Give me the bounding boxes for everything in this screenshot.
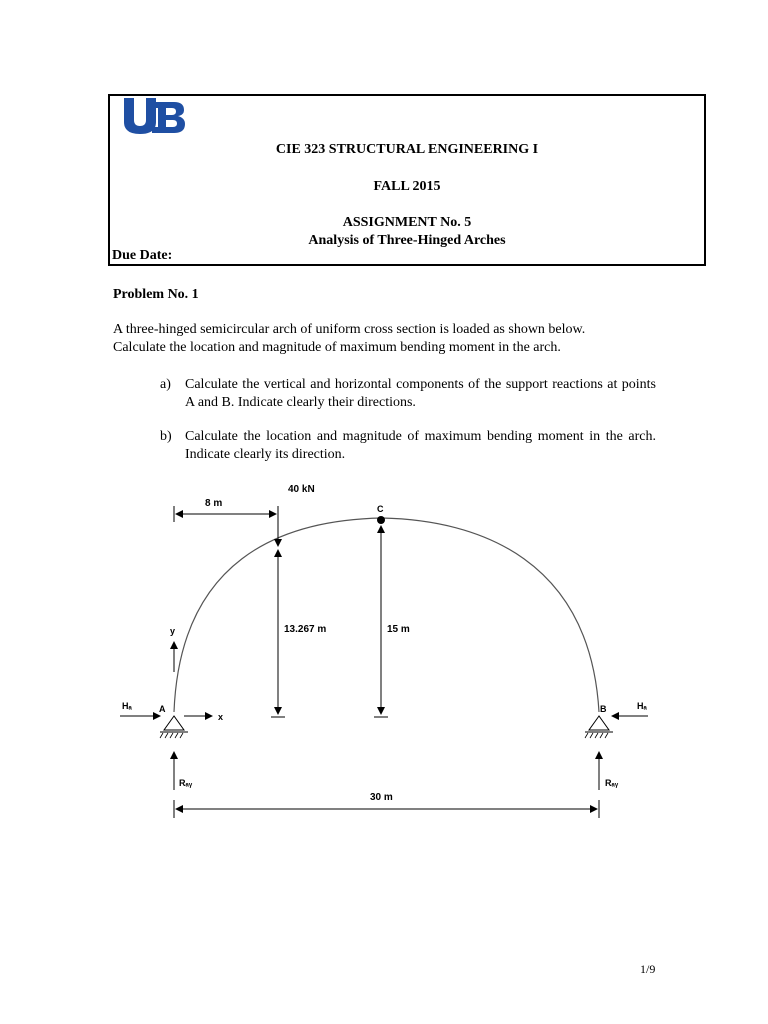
intro-line-2: Calculate the location and magnitude of maximum bending moment in the arch. <box>113 340 561 355</box>
assignment-number: ASSIGNMENT No. 5 <box>342 215 472 230</box>
university-logo <box>112 96 186 136</box>
dim-8m-label: 8 m <box>205 498 223 509</box>
question-b <box>160 428 656 464</box>
question-a <box>160 376 656 412</box>
problem-title: Problem No. 1 <box>113 287 199 302</box>
question-a-label: a) <box>160 377 171 392</box>
support-b <box>589 716 609 730</box>
problem-intro <box>113 321 673 357</box>
support-a <box>164 716 184 730</box>
x-axis-label: x <box>218 712 224 722</box>
support-b-label: B <box>600 704 607 714</box>
crown-hinge <box>377 516 385 524</box>
question-a-text: Calculate the vertical and horizontal components of the support reactions at points A and B. Indicate clearly their directions. <box>185 377 656 410</box>
question-b-label: b) <box>160 429 172 444</box>
dim-rise-label: 15 m <box>387 624 410 635</box>
support-a-label: A <box>159 704 166 714</box>
y-axis-label: y <box>170 626 176 636</box>
load-label: 40 kN <box>288 484 315 495</box>
h-left-label: Hₐ <box>122 701 132 711</box>
dim-height-label: 13.267 m <box>284 624 327 635</box>
term: FALL 2015 <box>373 179 441 194</box>
arch-curve <box>174 518 599 712</box>
course-title: CIE 323 STRUCTURAL ENGINEERING I <box>275 142 539 157</box>
h-right-label: Hₐ <box>637 701 647 711</box>
due-date-label: Due Date: <box>112 248 173 263</box>
assignment-topic: Analysis of Three-Hinged Arches <box>308 233 506 248</box>
page-number: 1/9 <box>640 962 656 976</box>
r-left-label: Rₐᵧ <box>179 778 193 788</box>
r-right-label: Rₐᵧ <box>605 778 619 788</box>
dim-span-label: 30 m <box>370 792 393 803</box>
intro-line-1: A three-hinged semicircular arch of uniform cross section is loaded as shown below. <box>113 322 586 337</box>
question-b-text: Calculate the location and magnitude of maximum bending moment in the arch. Indicate clearly its direction. <box>185 429 656 462</box>
crown-label: C <box>377 504 384 514</box>
